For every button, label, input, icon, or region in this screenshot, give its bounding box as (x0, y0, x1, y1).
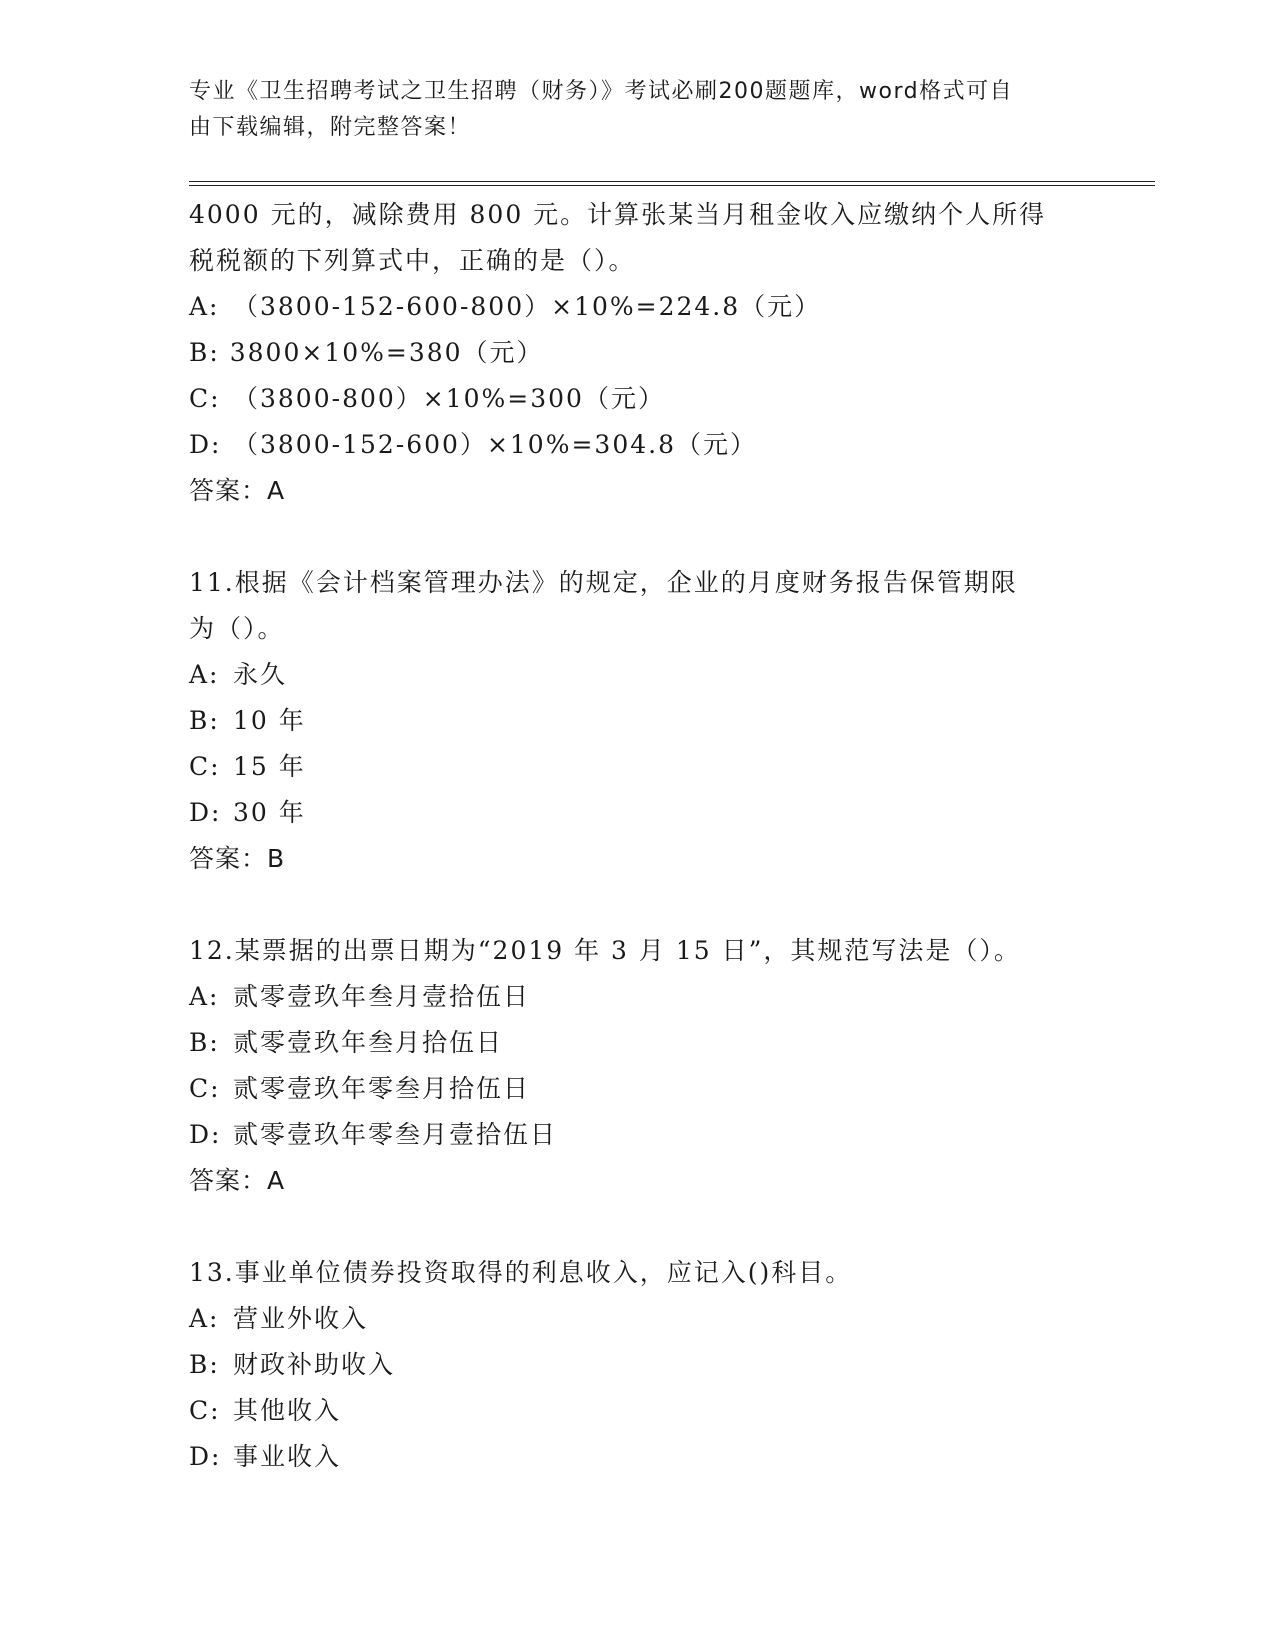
question-stem: 4000 元的，减除费用 800 元。计算张某当月租金收入应缴纳个人所得 (189, 200, 1047, 229)
option-text: 营业外收入 (233, 1304, 369, 1333)
option-d (189, 1434, 1089, 1480)
option-text: 3800×10%=380（元） (229, 338, 544, 367)
option-b (189, 1342, 1089, 1388)
option-text: 贰零壹玖年叁月壹拾伍日 (233, 982, 531, 1011)
question-stem: 11.根据《会计档案管理办法》的规定，企业的月度财务报告保管期限 (189, 568, 1018, 597)
header-rule-top (189, 181, 1155, 182)
option-label: C: (189, 1396, 221, 1425)
option-label: D: (189, 1120, 222, 1149)
option-text: （3800-800）×10%=300（元） (233, 384, 665, 413)
option-a (189, 284, 1089, 330)
option-a (189, 974, 1089, 1020)
option-a (189, 1296, 1089, 1342)
option-label: B: (189, 338, 220, 367)
option-text: 其他收入 (233, 1396, 342, 1425)
option-label: D: (189, 430, 222, 459)
option-text: 贰零壹玖年叁月拾伍日 (233, 1028, 504, 1057)
option-label: A: (189, 982, 220, 1011)
option-c (189, 1388, 1089, 1434)
option-text: 永久 (233, 660, 288, 689)
question-11 (189, 560, 1089, 882)
option-label: D: (189, 798, 222, 827)
answer: 答案：A (189, 1166, 286, 1195)
document-header (189, 74, 1089, 146)
header-line-2: 由下载编辑，附完整答案！ (189, 115, 472, 140)
question-stem: 税税额的下列算式中，正确的是（）。 (189, 246, 636, 275)
option-text: 事业收入 (233, 1442, 342, 1471)
option-c (189, 744, 1089, 790)
option-text: 30 年 (233, 798, 306, 827)
option-text: （3800-152-600-800）×10%=224.8（元） (233, 292, 822, 321)
option-d (189, 1112, 1089, 1158)
question-12 (189, 928, 1089, 1204)
option-label: A: (189, 292, 220, 321)
option-label: D: (189, 1442, 222, 1471)
option-a (189, 652, 1089, 698)
answer: 答案：A (189, 476, 286, 505)
question-10 (189, 192, 1089, 514)
option-text: 贰零壹玖年零叁月拾伍日 (233, 1074, 531, 1103)
option-label: C: (189, 752, 221, 781)
option-b (189, 698, 1089, 744)
option-text: （3800-152-600）×10%=304.8（元） (233, 430, 757, 459)
spacer (189, 1204, 1089, 1250)
option-c (189, 376, 1089, 422)
option-label: B: (189, 1028, 220, 1057)
answer: 答案：B (189, 844, 286, 873)
question-stem: 13.事业单位债券投资取得的利息收入，应记入()科目。 (189, 1258, 853, 1287)
option-text: 15 年 (233, 752, 306, 781)
option-text: 财政补助收入 (233, 1350, 396, 1379)
option-text: 贰零壹玖年零叁月壹拾伍日 (233, 1120, 558, 1149)
question-list (189, 192, 1089, 1480)
option-d (189, 790, 1089, 836)
option-label: C: (189, 1074, 221, 1103)
option-label: A: (189, 660, 220, 689)
header-line-1: 专业《卫生招聘考试之卫生招聘（财务）》考试必刷200题题库，word格式可自 (189, 79, 1014, 104)
question-stem: 为（）。 (189, 614, 285, 643)
option-b (189, 330, 1089, 376)
option-d (189, 422, 1089, 468)
option-label: B: (189, 706, 220, 735)
option-text: 10 年 (233, 706, 306, 735)
option-label: A: (189, 1304, 220, 1333)
option-label: C: (189, 384, 221, 413)
spacer (189, 514, 1089, 560)
header-rule-bottom (189, 185, 1155, 186)
spacer (189, 882, 1089, 928)
option-b (189, 1020, 1089, 1066)
option-c (189, 1066, 1089, 1112)
question-stem: 12.某票据的出票日期为“2019 年 3 月 15 日”，其规范写法是（）。 (189, 936, 1021, 965)
option-label: B: (189, 1350, 220, 1379)
question-13 (189, 1250, 1089, 1480)
